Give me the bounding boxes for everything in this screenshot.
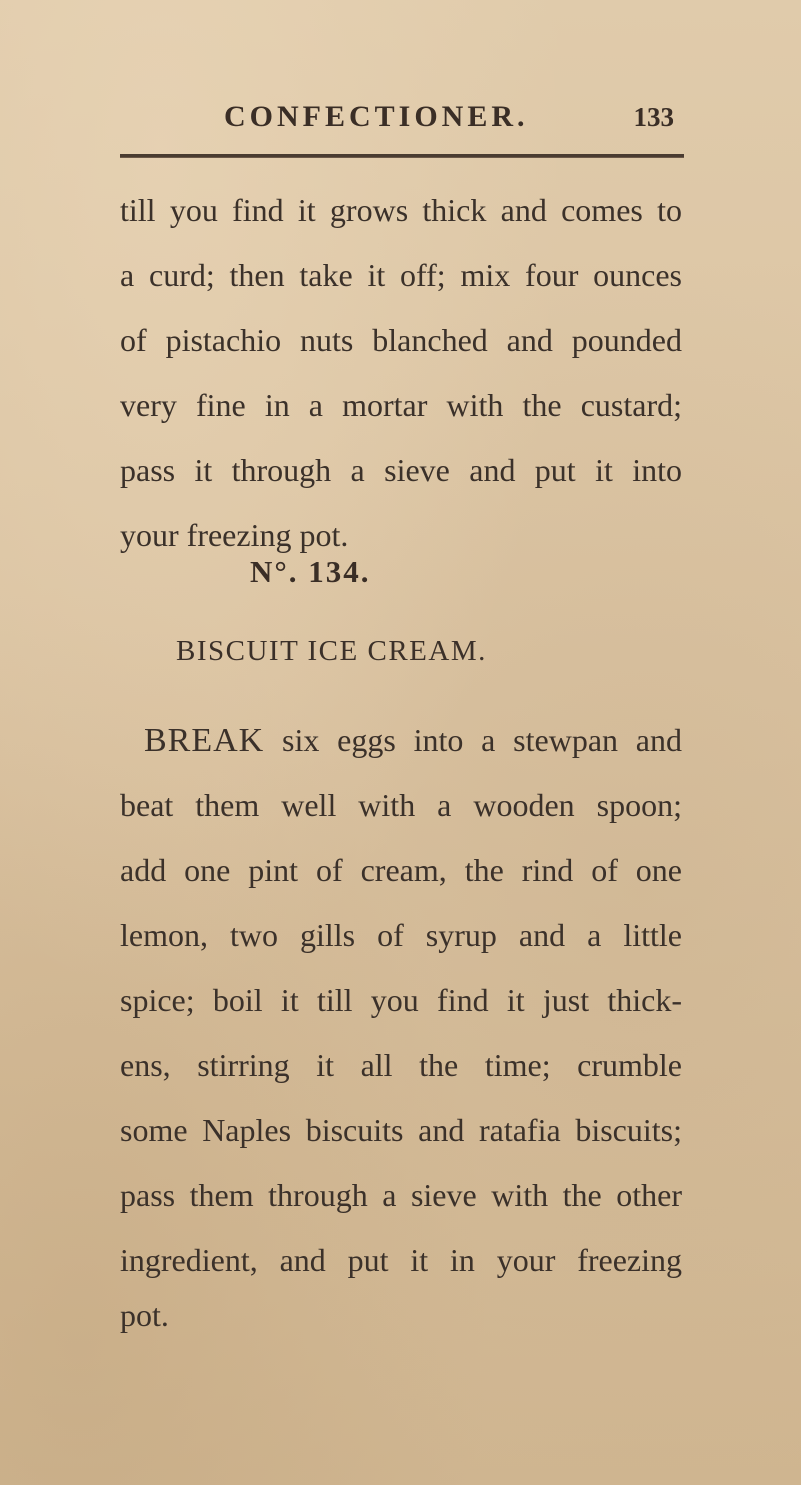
first-line-rest: six eggs into a stewpan and <box>282 722 683 758</box>
text-line: pass it through a sieve and put it into <box>120 452 682 488</box>
lead-word: BREAK <box>144 722 265 759</box>
text-line: pot. <box>120 1297 169 1333</box>
text-line: ens, stirring it all the time; crumble <box>120 1047 682 1083</box>
running-title: CONFECTIONER. <box>224 100 529 133</box>
first-line <box>144 722 682 762</box>
text-line: some Naples biscuits and ratafia biscuits; <box>120 1112 682 1148</box>
text-line: of pistachio nuts blanched and pounded <box>120 322 682 358</box>
header-rule <box>120 154 684 158</box>
text-line: lemon, two gills of syrup and a little <box>120 917 682 953</box>
recipe-number: N°. 134. <box>250 554 371 589</box>
text-line: till you find it grows thick and comes to <box>120 192 682 228</box>
text-line: very fine in a mortar with the custard; <box>120 387 682 423</box>
text-line: ingredient, and put it in your freezing <box>120 1242 682 1278</box>
text-line: add one pint of cream, the rind of one <box>120 852 682 888</box>
text-line: beat them well with a wooden spoon; <box>120 787 682 823</box>
page-number: 133 <box>633 102 674 132</box>
text-line: spice; boil it till you find it just thick- <box>120 982 682 1018</box>
recipe-title: BISCUIT ICE CREAM. <box>176 635 487 667</box>
text-line: pass them through a sieve with the other <box>120 1177 682 1213</box>
text-line: your freezing pot. <box>120 517 349 553</box>
text-line: a curd; then take it off; mix four ounces <box>120 257 682 293</box>
running-head <box>120 100 680 144</box>
